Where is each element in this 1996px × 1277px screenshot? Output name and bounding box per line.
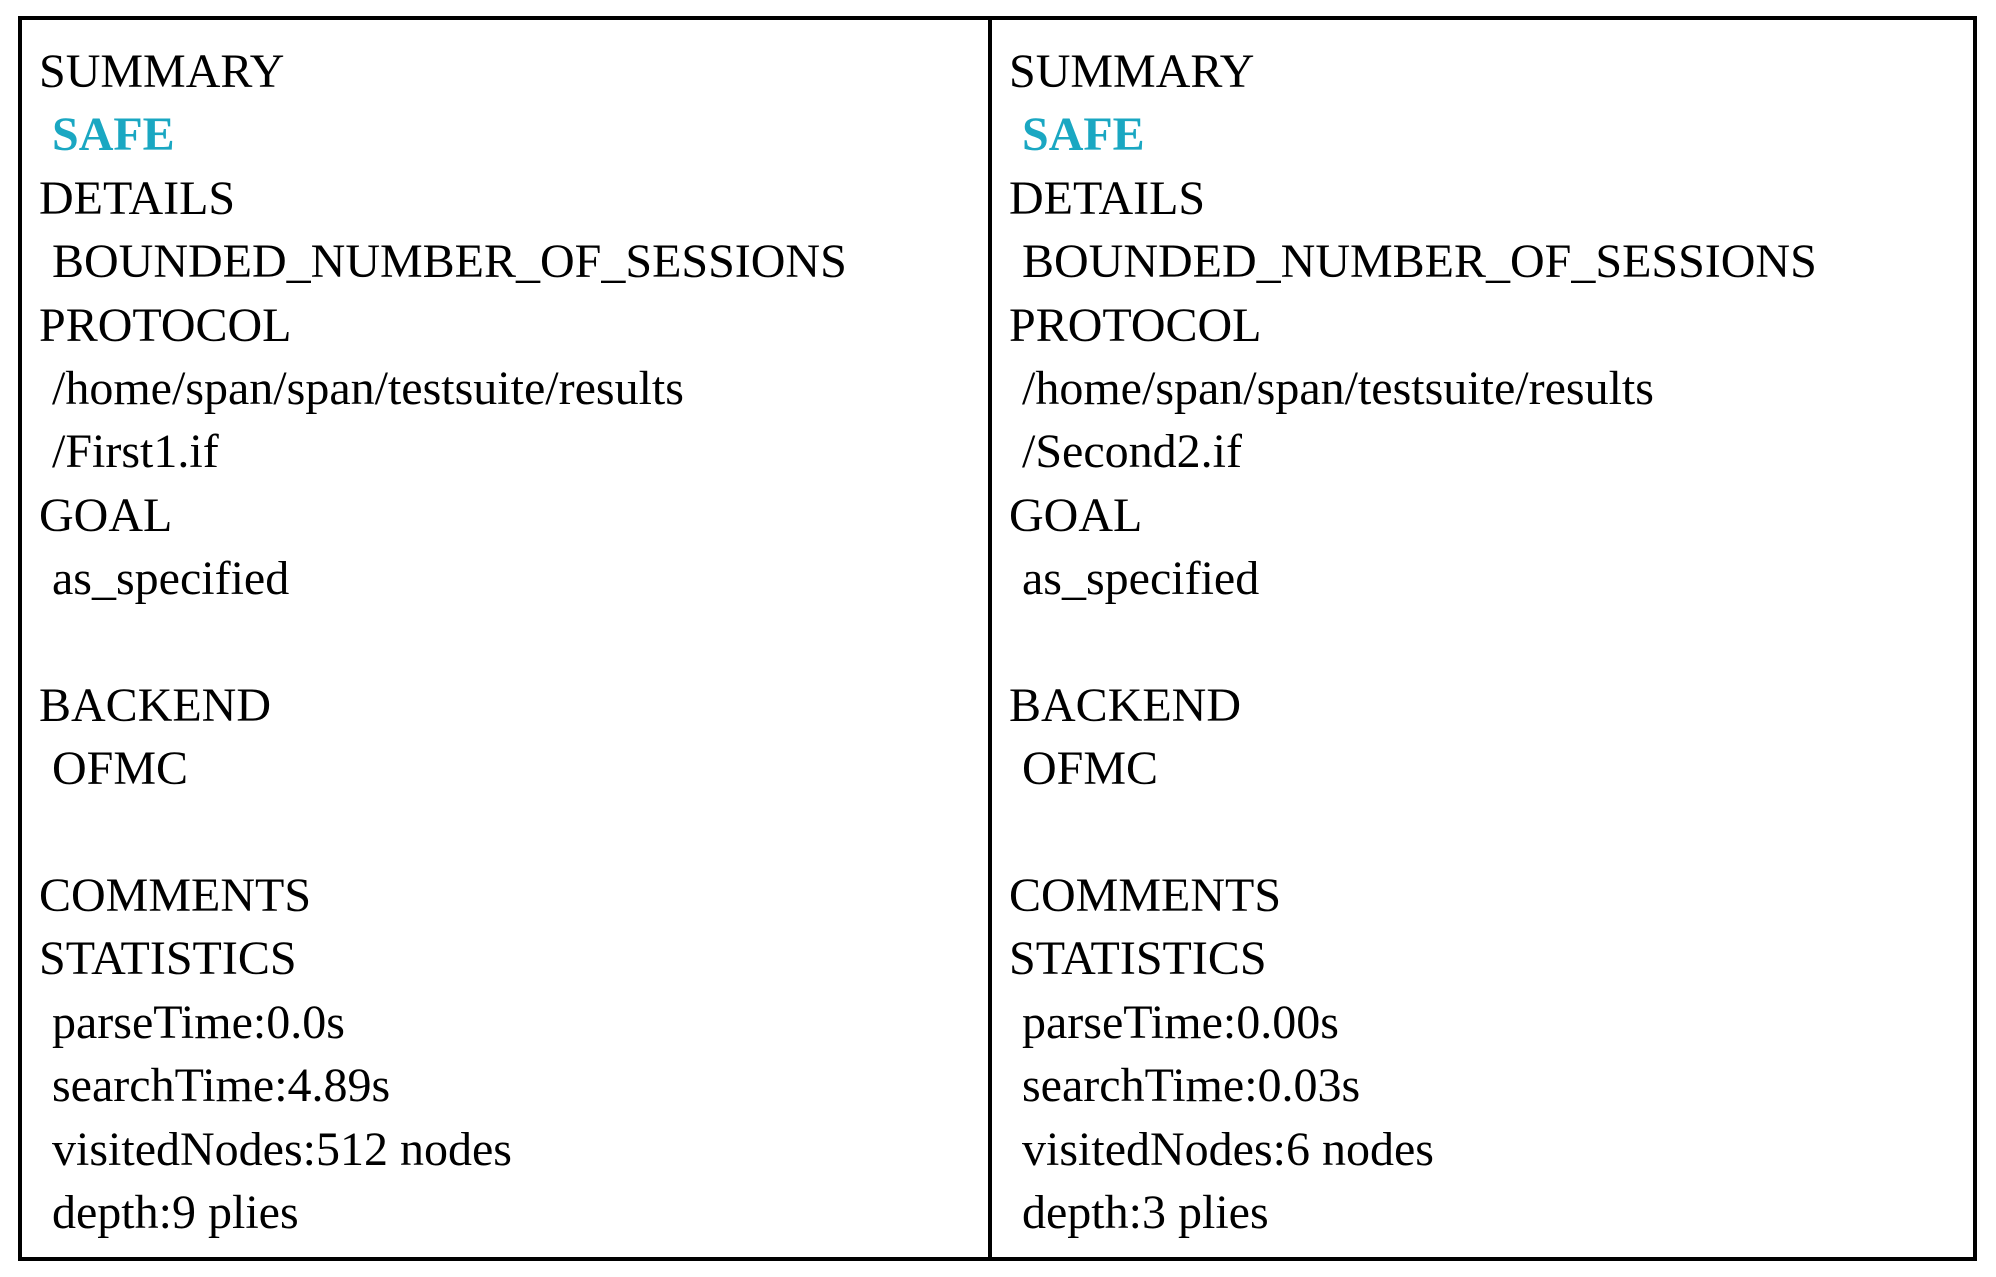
protocol-path-line-2: /Second2.if <box>1022 425 1242 479</box>
goal-value: as_specified <box>1022 552 1260 606</box>
depth-stat: depth:3 plies <box>1022 1186 1269 1240</box>
comments-heading: COMMENTS <box>39 869 312 923</box>
goal-heading: GOAL <box>39 488 173 542</box>
spacer <box>1009 801 1973 864</box>
summary-heading: SUMMARY <box>39 45 285 98</box>
results-comparison-table <box>18 16 1977 1261</box>
summary-safe-value: SAFE <box>1022 108 1145 162</box>
details-heading: DETAILS <box>39 171 236 225</box>
backend-value: OFMC <box>52 742 189 796</box>
spacer <box>39 611 988 674</box>
protocol-path-line-1: /home/span/span/testsuite/results <box>52 361 684 415</box>
summary-heading: SUMMARY <box>1009 45 1255 98</box>
protocol-path-line-2: /First1.if <box>52 425 219 479</box>
goal-heading: GOAL <box>1009 488 1143 542</box>
goal-value: as_specified <box>52 552 290 606</box>
spacer <box>1009 611 1973 674</box>
details-value: BOUNDED_NUMBER_OF_SESSIONS <box>52 235 847 289</box>
visited-nodes-stat: visitedNodes:512 nodes <box>52 1122 512 1176</box>
statistics-heading: STATISTICS <box>1009 932 1267 986</box>
left-result-panel <box>22 20 992 1257</box>
depth-stat: depth:9 plies <box>52 1186 299 1240</box>
parse-time-stat: parseTime:0.0s <box>52 995 345 1049</box>
backend-heading: BACKEND <box>39 678 272 732</box>
details-heading: DETAILS <box>1009 171 1206 225</box>
right-result-panel <box>992 20 1973 1257</box>
search-time-stat: searchTime:0.03s <box>1022 1059 1361 1113</box>
visited-nodes-stat: visitedNodes:6 nodes <box>1022 1122 1434 1176</box>
comments-heading: COMMENTS <box>1009 869 1282 923</box>
details-value: BOUNDED_NUMBER_OF_SESSIONS <box>1022 235 1817 289</box>
protocol-heading: PROTOCOL <box>39 298 292 352</box>
spacer <box>39 801 988 864</box>
search-time-stat: searchTime:4.89s <box>52 1059 391 1113</box>
parse-time-stat: parseTime:0.00s <box>1022 995 1339 1049</box>
backend-value: OFMC <box>1022 742 1159 796</box>
protocol-heading: PROTOCOL <box>1009 298 1262 352</box>
summary-safe-value: SAFE <box>52 108 175 162</box>
protocol-path-line-1: /home/span/span/testsuite/results <box>1022 361 1654 415</box>
backend-heading: BACKEND <box>1009 678 1242 732</box>
statistics-heading: STATISTICS <box>39 932 297 986</box>
